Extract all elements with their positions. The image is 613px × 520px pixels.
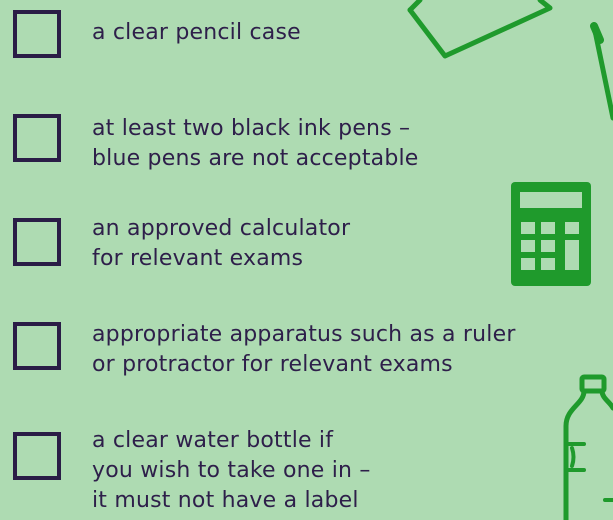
- checklist-item-label: [92, 114, 419, 174]
- checklist-item-label: [92, 426, 371, 516]
- checklist-item-label: [92, 18, 301, 48]
- label-line: an approved calculator: [92, 216, 351, 241]
- label-line: appropriate apparatus such as a ruler: [92, 322, 516, 347]
- label-line: you wish to take one in –: [92, 458, 371, 483]
- checkbox-black-pens[interactable]: [13, 114, 61, 162]
- checkbox-apparatus[interactable]: [13, 322, 61, 370]
- label-line: at least two black ink pens –: [92, 116, 411, 141]
- checkbox-water-bottle[interactable]: [13, 432, 61, 480]
- checkbox-pencil-case[interactable]: [13, 10, 61, 58]
- label-line: a clear pencil case: [92, 20, 301, 45]
- checklist-item-label: [92, 214, 350, 274]
- label-line: blue pens are not acceptable: [92, 146, 419, 171]
- label-line: for relevant exams: [92, 246, 304, 271]
- label-line: or protractor for relevant exams: [92, 352, 453, 377]
- label-line: a clear water bottle if: [92, 428, 334, 453]
- checklist-item-label: [92, 320, 516, 380]
- label-line: it must not have a label: [92, 488, 359, 513]
- checkbox-calculator[interactable]: [13, 218, 61, 266]
